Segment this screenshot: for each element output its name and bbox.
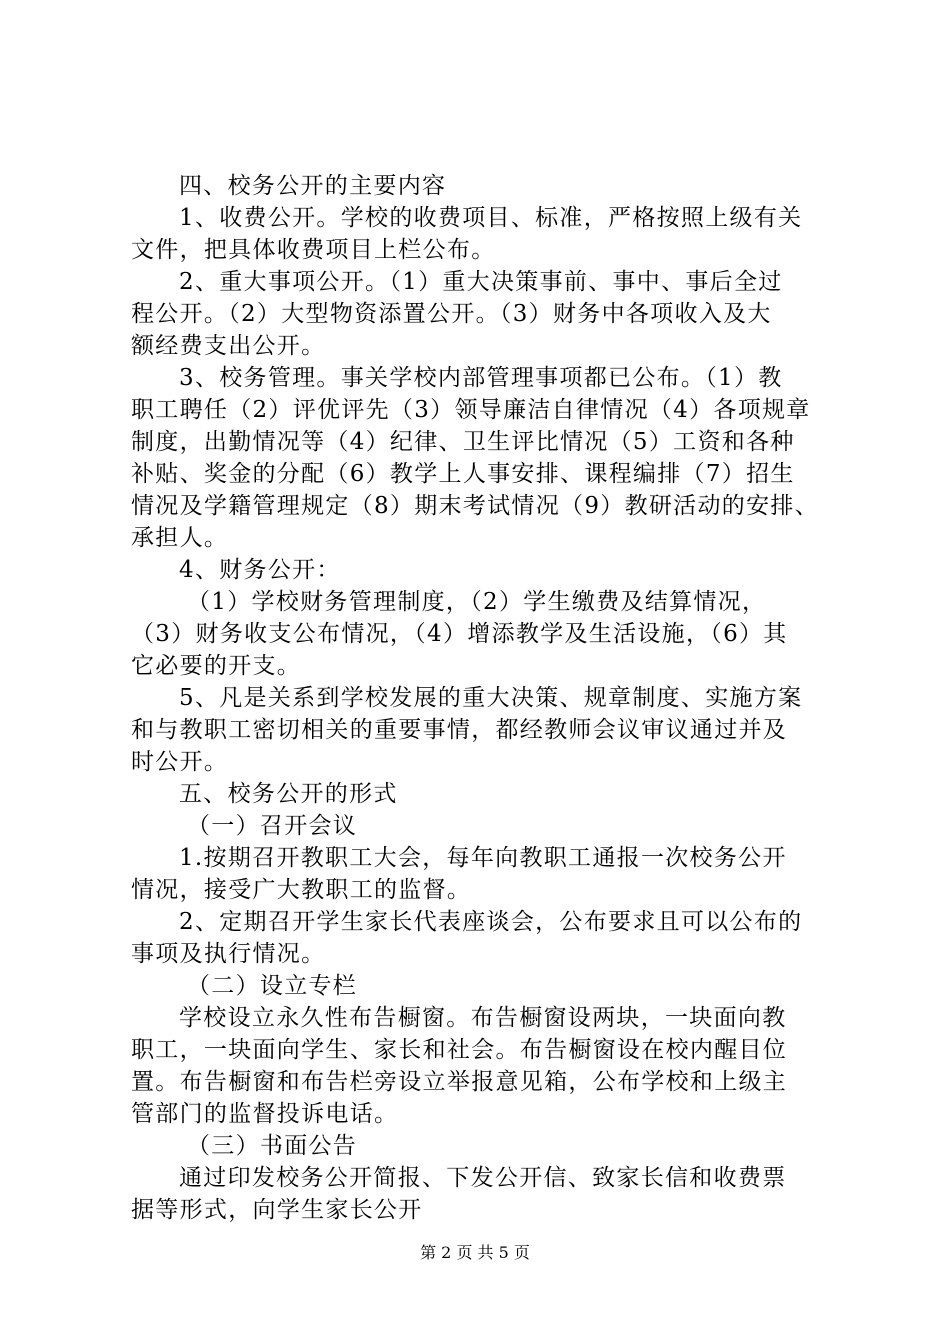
text-line: 额经费支出公开。 — [131, 333, 326, 359]
text-line: （二）设立专栏 — [187, 973, 358, 999]
text-line: 1.按期召开教职工大会，每年向教职工通报一次校务公开 — [179, 845, 787, 871]
text-line: 2、重大事项公开。（1）重大决策事前、事中、事后全过 — [179, 269, 783, 295]
text-line: 时公开。 — [131, 749, 229, 775]
text-line: （一）召开会议 — [187, 813, 358, 839]
text-line: 和与教职工密切相关的重要事情，都经教师会议审议通过并及 — [131, 717, 788, 743]
text-line: 1、收费公开。学校的收费项目、标准，严格按照上级有关 — [179, 205, 803, 231]
text-line: 3、校务管理。事关学校内部管理事项都已公布。（1）教 — [179, 365, 783, 391]
text-line: 5、凡是关系到学校发展的重大决策、规章制度、实施方案 — [179, 685, 803, 711]
text-line: 事项及执行情况。 — [131, 941, 326, 967]
text-line: 据等形式，向学生家长公开 — [131, 1197, 423, 1223]
text-line: 情况，接受广大教职工的监督。 — [131, 877, 472, 903]
page-footer: 第 2 页 共 5 页 — [420, 1243, 530, 1262]
text-line: 2、定期召开学生家长代表座谈会，公布要求且可以公布的 — [179, 909, 803, 935]
text-line: 职工聘任（2）评优评先（3）领导廉洁自律情况（4）各项规章 — [131, 397, 811, 423]
text-line: 通过印发校务公开简报、下发公开信、致家长信和收费票 — [179, 1165, 787, 1191]
text-line: 承担人。 — [131, 525, 229, 551]
text-line: 它必要的开支。 — [131, 653, 302, 679]
text-line: 制度，出勤情况等（4）纪律、卫生评比情况（5）工资和各种 — [131, 429, 795, 455]
text-line: 文件，把具体收费项目上栏公布。 — [131, 237, 496, 263]
text-line: 置。布告橱窗和布告栏旁设立举报意见箱，公布学校和上级主 — [131, 1069, 788, 1095]
text-line: （3）财务收支公布情况，（4）增添教学及生活设施，（6）其 — [131, 621, 788, 647]
text-line: 情况及学籍管理规定（8）期末考试情况（9）教研活动的安排、 — [131, 493, 819, 519]
text-line: 职工，一块面向学生、家长和社会。布告橱窗设在校内醒目位 — [131, 1037, 788, 1063]
text-line: 4、财务公开： — [179, 557, 341, 583]
text-line: 四、校务公开的主要内容 — [179, 173, 447, 199]
document-body — [131, 170, 831, 1226]
text-line: （1）学校财务管理制度，（2）学生缴费及结算情况， — [187, 589, 767, 615]
text-line: 补贴、奖金的分配（6）教学上人事安排、课程编排（7）招生 — [131, 461, 795, 487]
text-line: （三）书面公告 — [187, 1133, 358, 1159]
text-line: 五、校务公开的形式 — [179, 781, 398, 807]
text-line: 管部门的监督投诉电话。 — [131, 1101, 399, 1127]
text-line: 程公开。（2）大型物资添置公开。（3）财务中各项收入及大 — [131, 301, 772, 327]
text-line: 学校设立永久性布告橱窗。布告橱窗设两块，一块面向教 — [179, 1005, 787, 1031]
